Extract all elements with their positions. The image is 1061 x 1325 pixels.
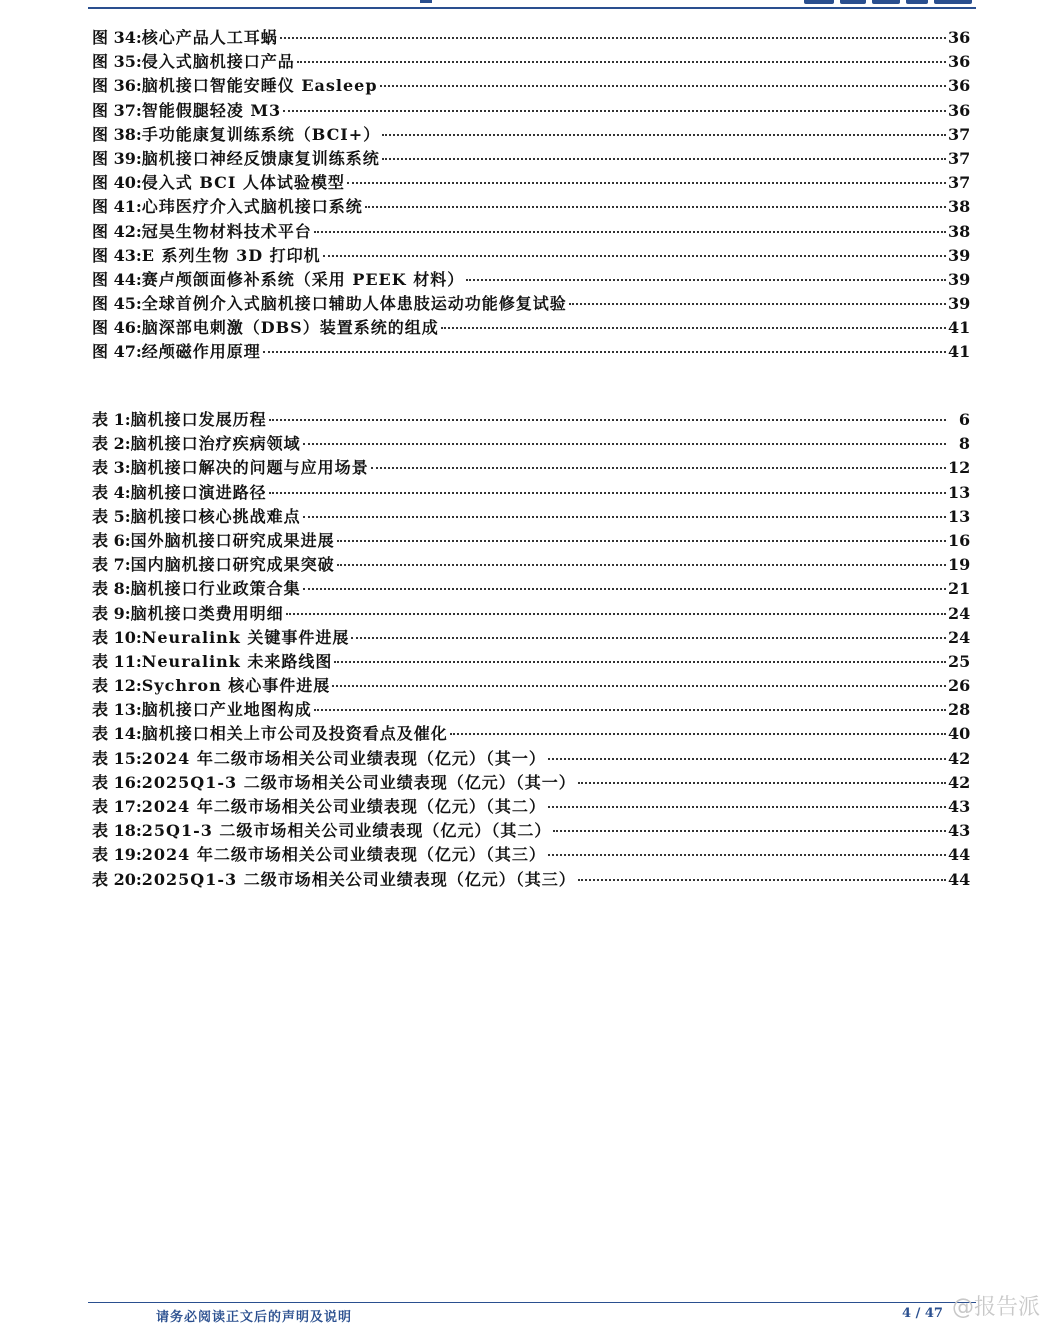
- figure-entry-page: 39: [948, 294, 971, 314]
- table-entry-title: 2025Q1-3 二级市场相关公司业绩表现（亿元）（其三）: [141, 869, 576, 889]
- footer-rule: [88, 1302, 976, 1303]
- page-number: 4 / 47: [902, 1306, 943, 1321]
- figure-entry-title: 心玮医疗介入式脑机接口系统: [141, 197, 363, 217]
- figure-entry-title: 侵入式脑机接口产品: [141, 52, 295, 72]
- table-entry-title: 脑机接口相关上市公司及投资看点及催化: [141, 724, 448, 744]
- dot-leader: [334, 661, 946, 663]
- table-entry[interactable]: [92, 602, 970, 626]
- watermark: @报告派: [952, 1295, 1041, 1320]
- footer-disclaimer-note: 请务必阅读正文后的声明及说明: [156, 1310, 353, 1325]
- table-entry-label: 表 5:: [92, 506, 131, 526]
- figure-entry-title: 经颅磁作用原理: [141, 342, 261, 362]
- figure-index-list: [92, 26, 970, 365]
- table-entry[interactable]: [92, 819, 970, 843]
- table-entry[interactable]: [92, 722, 970, 746]
- figure-entry-title: 全球首例介入式脑机接口辅助人体患肢运动功能修复试验: [141, 294, 567, 314]
- dot-leader: [269, 419, 946, 421]
- table-entry-label: 表 14:: [92, 724, 142, 744]
- table-entry-label: 表 18:: [92, 821, 142, 841]
- table-entry[interactable]: [92, 626, 970, 650]
- dot-leader: [283, 110, 946, 112]
- dot-leader: [380, 85, 946, 87]
- figure-entry[interactable]: [92, 340, 970, 364]
- table-entry-page: 42: [948, 772, 971, 792]
- table-entry[interactable]: [92, 456, 970, 480]
- table-entry-label: 表 2:: [92, 434, 131, 454]
- dot-leader: [303, 443, 946, 445]
- table-entry-page: 19: [948, 555, 971, 575]
- figure-entry[interactable]: [92, 244, 970, 268]
- table-entry-page: 43: [948, 797, 971, 816]
- table-entry[interactable]: [92, 529, 970, 553]
- dot-leader: [466, 279, 946, 281]
- dot-leader: [569, 303, 946, 305]
- table-entry-page: 16: [948, 530, 971, 550]
- table-entry-label: 表 19:: [92, 845, 142, 865]
- dot-leader: [450, 733, 946, 735]
- figure-entry-title: 核心产品人工耳蜗: [141, 28, 278, 47]
- figure-entry-label: 图 34:: [92, 28, 142, 47]
- table-entry-page: 8: [958, 434, 970, 454]
- figure-entry-label: 图 36:: [92, 76, 142, 96]
- figure-entry-page: 37: [948, 173, 971, 193]
- dot-leader: [269, 492, 946, 494]
- figure-entry-title: 冠昊生物材料技术平台: [141, 221, 312, 241]
- figure-entry[interactable]: [92, 123, 970, 147]
- table-entry-page: 26: [948, 676, 971, 696]
- figure-entry-label: 图 41:: [92, 197, 142, 217]
- table-index-list: [92, 408, 970, 892]
- figure-entry-label: 图 39:: [92, 148, 142, 168]
- table-entry[interactable]: [92, 408, 970, 432]
- table-entry-title: 2025Q1-3 二级市场相关公司业绩表现（亿元）（其一）: [141, 772, 576, 792]
- table-entry[interactable]: [92, 771, 970, 795]
- table-entry[interactable]: [92, 747, 970, 771]
- table-entry-label: 表 3:: [92, 458, 131, 478]
- dot-leader: [263, 351, 946, 353]
- table-entry-label: 表 20:: [92, 869, 142, 889]
- figure-entry[interactable]: [92, 292, 970, 316]
- figure-entry-page: 38: [948, 197, 971, 217]
- table-entry-label: 表 6:: [92, 530, 131, 550]
- dot-leader: [382, 158, 946, 160]
- figure-entry[interactable]: [92, 26, 970, 50]
- table-entry-title: 国外脑机接口研究成果进展: [130, 530, 335, 550]
- table-entry-title: 脑机接口行业政策合集: [130, 579, 301, 599]
- figure-entry-label: 图 47:: [92, 342, 142, 362]
- figure-entry-title: 侵入式 BCI 人体试验模型: [141, 173, 345, 193]
- table-entry-label: 表 12:: [92, 676, 142, 696]
- table-entry-title: 脑机接口演进路径: [130, 482, 267, 502]
- figure-entry-title: E 系列生物 3D 打印机: [141, 245, 321, 265]
- table-entry[interactable]: [92, 481, 970, 505]
- dot-leader: [280, 37, 946, 39]
- table-entry-title: Neuralink 关键事件进展: [141, 627, 350, 647]
- dot-leader: [365, 206, 946, 208]
- table-entry-page: 44: [948, 845, 971, 865]
- table-entry[interactable]: [92, 553, 970, 577]
- table-entry[interactable]: [92, 505, 970, 529]
- table-entry-label: 表 4:: [92, 482, 131, 502]
- figure-entry-page: 41: [948, 342, 971, 362]
- table-entry-label: 表 17:: [92, 797, 142, 816]
- figure-entry-title: 赛卢颅颌面修补系统（采用 PEEK 材料）: [141, 269, 465, 289]
- figure-entry-page: 37: [948, 124, 971, 144]
- dot-leader: [303, 588, 946, 590]
- table-entry[interactable]: [92, 698, 970, 722]
- table-entry-title: 脑机接口类费用明细: [130, 603, 284, 623]
- figure-entry-title: 智能假腿轻凌 M3: [141, 100, 282, 120]
- dot-leader: [441, 327, 946, 329]
- figure-entry-label: 图 46:: [92, 318, 142, 338]
- table-entry-page: 12: [948, 458, 971, 478]
- figure-entry[interactable]: [92, 195, 970, 219]
- table-entry-page: 24: [948, 627, 971, 647]
- figure-entry-title: 脑机接口神经反馈康复训练系统: [141, 148, 380, 168]
- table-entry[interactable]: [92, 674, 970, 698]
- table-entry-title: 脑机接口解决的问题与应用场景: [130, 458, 369, 478]
- table-entry-label: 表 8:: [92, 579, 131, 599]
- table-entry-page: 21: [948, 579, 971, 599]
- table-entry-label: 表 16:: [92, 772, 142, 792]
- figure-entry-label: 图 37:: [92, 100, 142, 120]
- header-mark: [420, 0, 432, 3]
- dot-leader: [332, 685, 946, 687]
- table-entry-label: 表 7:: [92, 555, 131, 575]
- figure-entry-page: 39: [948, 245, 971, 265]
- figure-entry-title: 手功能康复训练系统（BCI+）: [141, 124, 381, 144]
- table-entry-label: 表 11:: [92, 651, 142, 671]
- figure-entry-page: 36: [948, 52, 971, 72]
- figure-entry[interactable]: [92, 316, 970, 340]
- table-entry[interactable]: [92, 432, 970, 456]
- dot-leader: [303, 516, 946, 518]
- figure-entry[interactable]: [92, 50, 970, 74]
- table-entry-title: 2024 年二级市场相关公司业绩表现（亿元）（其一）: [141, 748, 546, 768]
- table-entry-page: 24: [948, 603, 971, 623]
- dot-leader: [548, 854, 946, 856]
- table-entry-page: 42: [948, 748, 971, 768]
- dot-leader: [371, 467, 946, 469]
- header-rule: [88, 7, 976, 9]
- table-entry-page: 13: [948, 506, 971, 526]
- figure-entry-label: 图 42:: [92, 221, 142, 241]
- table-entry-page: 13: [948, 482, 971, 502]
- figure-entry-label: 图 44:: [92, 269, 142, 289]
- dot-leader: [382, 134, 946, 136]
- table-entry-page: 43: [948, 821, 971, 841]
- dot-leader: [314, 709, 946, 711]
- dot-leader: [553, 830, 946, 832]
- table-entry-title: 2024 年二级市场相关公司业绩表现（亿元）（其二）: [141, 797, 546, 816]
- figure-entry-label: 图 43:: [92, 245, 142, 265]
- dot-leader: [548, 758, 946, 760]
- dot-leader: [578, 782, 946, 784]
- table-entry[interactable]: [92, 868, 970, 892]
- figure-entry-label: 图 38:: [92, 124, 142, 144]
- figure-entry-page: 41: [948, 318, 971, 338]
- table-entry-page: 44: [948, 869, 971, 889]
- header-brand-strip: [800, 0, 976, 6]
- table-entry-page: 25: [948, 651, 971, 671]
- table-entry[interactable]: [92, 650, 970, 674]
- dot-leader: [347, 182, 946, 184]
- dot-leader: [323, 255, 946, 257]
- dot-leader: [351, 637, 946, 639]
- table-entry[interactable]: [92, 843, 970, 867]
- figure-entry[interactable]: [92, 171, 970, 195]
- dot-leader: [286, 613, 946, 615]
- figure-entry-page: 39: [948, 269, 971, 289]
- table-entry-title: 脑机接口治疗疾病领域: [130, 434, 301, 454]
- figure-entry[interactable]: [92, 220, 970, 244]
- figure-entry-label: 图 40:: [92, 173, 142, 193]
- figure-entry-label: 图 45:: [92, 294, 142, 314]
- table-entry-title: 脑机接口产业地图构成: [141, 700, 312, 720]
- table-entry-title: 2024 年二级市场相关公司业绩表现（亿元）（其三）: [141, 845, 546, 865]
- table-entry-label: 表 9:: [92, 603, 131, 623]
- figure-entry[interactable]: [92, 147, 970, 171]
- figure-entry-page: 36: [948, 76, 971, 96]
- figure-entry[interactable]: [92, 99, 970, 123]
- dot-leader: [297, 61, 946, 63]
- figure-entry-page: 38: [948, 221, 971, 241]
- table-entry-title: 脑机接口核心挑战难点: [130, 506, 301, 526]
- table-entry-page: 6: [958, 410, 970, 429]
- figure-entry-page: 36: [948, 28, 971, 47]
- table-entry-label: 表 13:: [92, 700, 142, 720]
- figure-entry[interactable]: [92, 268, 970, 292]
- table-entry-title: 国内脑机接口研究成果突破: [130, 555, 335, 575]
- dot-leader: [314, 231, 946, 233]
- dot-leader: [337, 540, 946, 542]
- figure-entry-page: 37: [948, 148, 971, 168]
- table-entry-label: 表 15:: [92, 748, 142, 768]
- figure-entry-page: 36: [948, 100, 971, 120]
- table-entry-page: 40: [948, 724, 971, 744]
- table-entry[interactable]: [92, 795, 970, 819]
- table-entry-title: 25Q1-3 二级市场相关公司业绩表现（亿元）（其二）: [141, 821, 552, 841]
- table-entry-title: Sychron 核心事件进展: [141, 676, 331, 696]
- table-entry-title: 脑机接口发展历程: [130, 410, 267, 429]
- dot-leader: [578, 879, 946, 881]
- table-entry-title: Neuralink 未来路线图: [141, 651, 333, 671]
- table-entry[interactable]: [92, 577, 970, 601]
- figure-entry-label: 图 35:: [92, 52, 142, 72]
- figure-entry-title: 脑机接口智能安睡仪 Easleep: [141, 76, 378, 96]
- figure-entry[interactable]: [92, 74, 970, 98]
- table-entry-label: 表 10:: [92, 627, 142, 647]
- table-entry-page: 28: [948, 700, 971, 720]
- dot-leader: [548, 806, 946, 808]
- dot-leader: [337, 564, 946, 566]
- figure-entry-title: 脑深部电刺激（DBS）装置系统的组成: [141, 318, 439, 338]
- table-entry-label: 表 1:: [92, 410, 131, 429]
